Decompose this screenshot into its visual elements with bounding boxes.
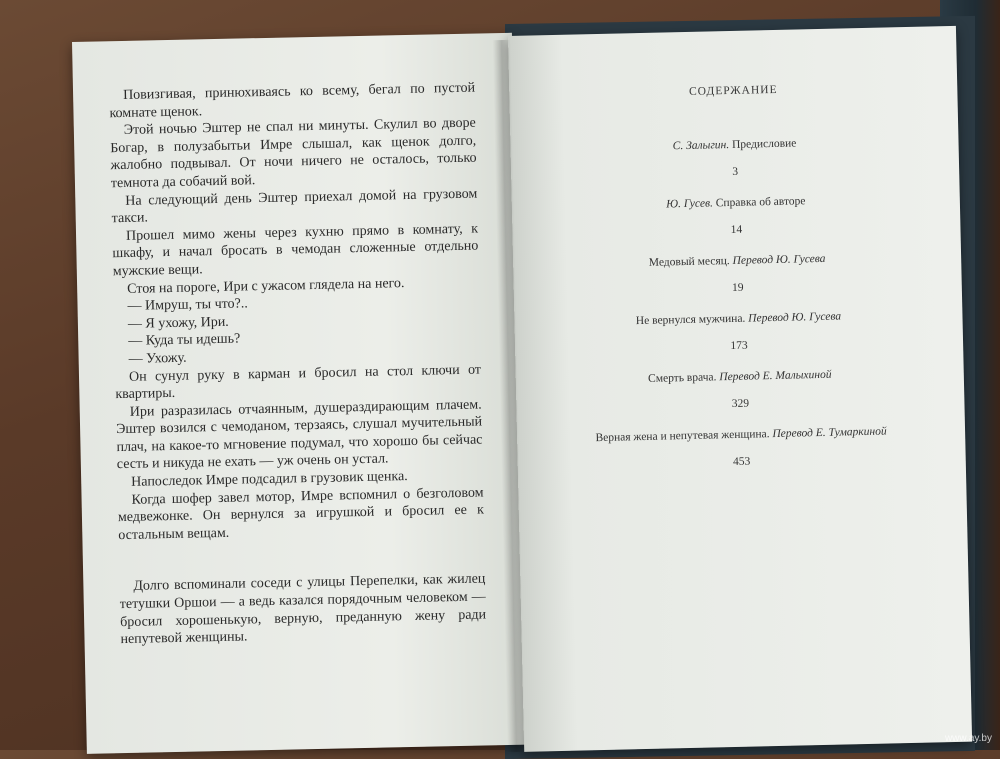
toc-entry xyxy=(510,134,958,156)
toc-author: С. Залыгин. xyxy=(672,139,730,153)
right-page xyxy=(508,26,972,752)
toc-entry xyxy=(513,250,961,272)
toc-item xyxy=(513,250,962,301)
toc-page-number: 173 xyxy=(730,339,748,353)
paragraph: Он сунул руку в карман и бросил на стол ключи от квартиры. xyxy=(115,362,482,403)
toc-entry xyxy=(516,366,964,388)
toc-list xyxy=(510,134,966,492)
paragraph: Напоследок Имре подсадил в грузовик щенка. xyxy=(131,469,408,490)
toc-entry-title: Справка об авторе xyxy=(715,195,806,210)
toc-translator: Перевод Ю. Гусева xyxy=(748,310,842,325)
toc-page-number: 19 xyxy=(731,281,744,294)
paragraph: Когда шофер завел мотор, Имре вспомнил о безголовом медвежонке. Он вернулся за игрушкой и бросил ее к остальным вещам. xyxy=(117,485,485,543)
toc-entry-title: Предисловие xyxy=(731,137,797,151)
paragraph: Этой ночью Эштер не спал ни минуты. Скулил во дворе Богар, в полузабытьи Имре слышал, как щенок долго, жалобно подвывал. От ночи ничего не осталось, только темнота да собачий вой. xyxy=(110,115,477,192)
toc-item xyxy=(512,192,961,243)
toc-page-number: 3 xyxy=(732,165,739,178)
dialogue-line: — Ухожу. xyxy=(128,350,187,367)
toc-page-number: 453 xyxy=(732,455,751,469)
toc-entry xyxy=(514,308,962,330)
paragraph: На следующий день Эштер приехал домой на грузовом такси. xyxy=(111,186,478,227)
toc-page-number: 329 xyxy=(731,397,750,411)
toc-translator: Перевод Ю. Гусева xyxy=(732,252,826,267)
toc-entry-title: Не вернулся мужчина. xyxy=(635,312,746,328)
toc-translator: Перевод Е. Тумаркиной xyxy=(772,425,887,441)
toc-title: СОДЕРЖАНИЕ xyxy=(688,83,778,98)
paragraph: Ири разразилась отчаянным, душераздирающим плачем. Эштер возился с чемоданом, терзаясь, слушал мучительный плач, на какое-то мгновение подумал, что хорошо бы сейчас сесть и никуда не ехать — уж очень он устал. xyxy=(115,397,483,473)
closing-paragraph: Долго вспоминали соседи с улицы Перепелки, как жилец тетушки Оршои — а ведь казался порядочным человеком — бросил хорошенькую, верную, преданную жену ради непутевой женщины. xyxy=(119,571,487,648)
left-page-text xyxy=(109,80,487,649)
paragraph: Повизгивая, принюхиваясь ко всему, бегал по пустой комнате щенок. xyxy=(109,80,476,121)
dialogue-line: — Я ухожу, Ири. xyxy=(127,314,229,332)
paragraph: Стоя на пороге, Ири с ужасом глядела на него. xyxy=(127,275,405,297)
dialogue-line: — Имруш, ты что?.. xyxy=(127,296,248,315)
toc-entry xyxy=(517,424,965,446)
left-page xyxy=(72,33,527,754)
watermark: www.ay.by xyxy=(944,733,992,744)
toc-item xyxy=(510,134,959,185)
toc-item xyxy=(516,366,965,417)
paragraph: Прошел мимо жены через кухню прямо в комнату, к шкафу, и начал бросать в чемодан сложенные отдельно мужские вещи. xyxy=(112,221,479,280)
dialogue-line: — Куда ты идешь? xyxy=(128,331,241,350)
toc-entry xyxy=(512,192,960,214)
toc-entry-title: Верная жена и непутевая женщина. xyxy=(595,428,770,445)
toc-item xyxy=(514,308,963,359)
toc-entry-title: Смерть врача. xyxy=(647,371,717,385)
toc-entry-title: Медовый месяц. xyxy=(648,255,730,269)
toc-page-number: 14 xyxy=(730,223,743,236)
toc-author: Ю. Гусев. xyxy=(666,197,714,211)
toc-translator: Перевод Е. Малыхиной xyxy=(719,368,832,384)
toc-item xyxy=(517,424,966,475)
